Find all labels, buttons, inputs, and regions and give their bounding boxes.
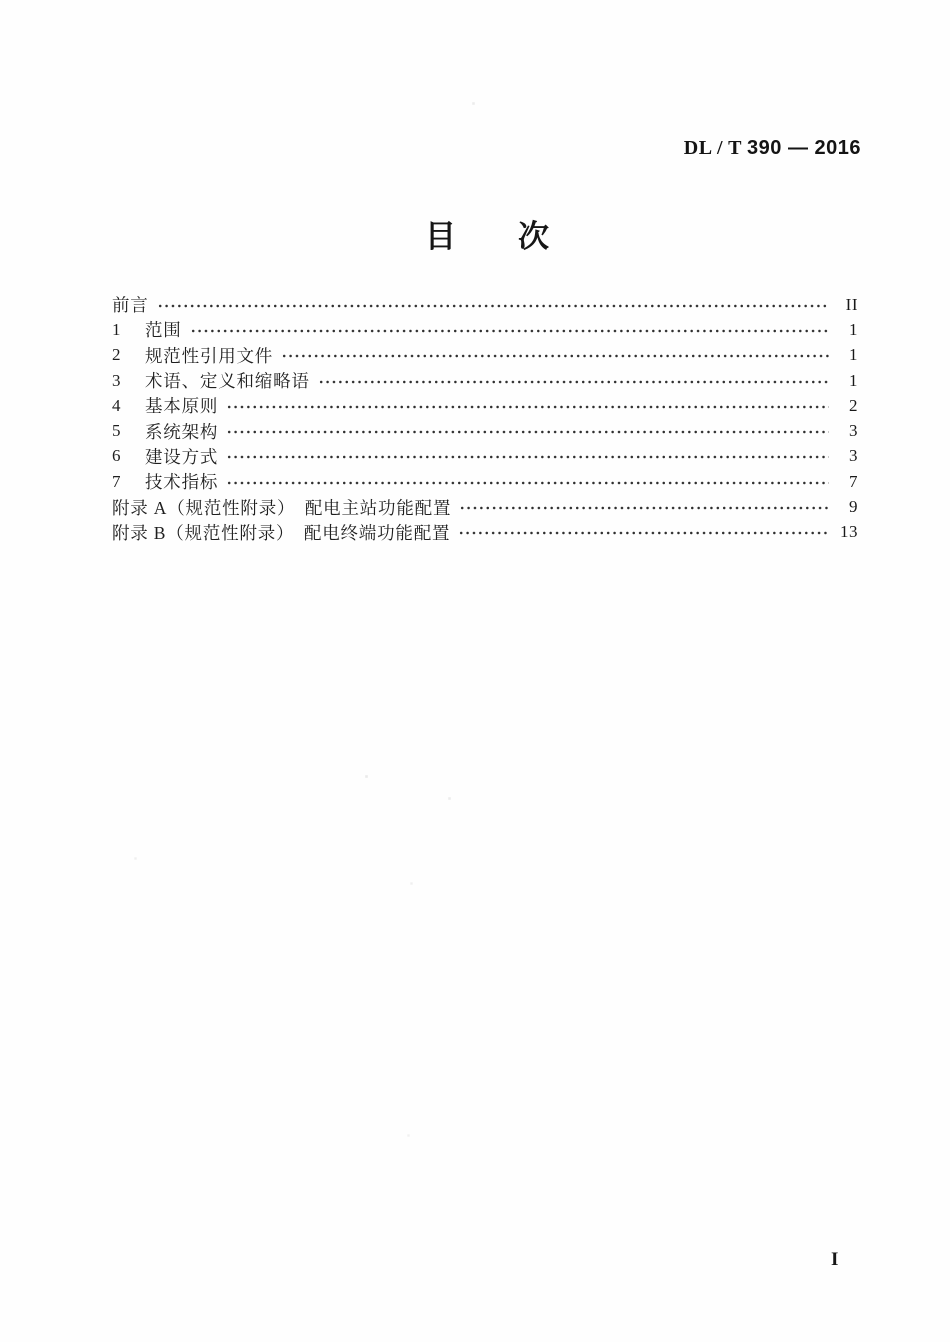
toc-entry-page-number: 1 — [849, 319, 858, 339]
page-title: 目 次 — [425, 219, 549, 254]
toc-row — [112, 444, 858, 469]
toc-entry-page-number: 9 — [849, 497, 858, 517]
dot-leader — [190, 327, 829, 335]
toc-row — [112, 368, 858, 393]
toc-entry-title: 规范性引用文件 — [145, 345, 274, 366]
dot-leader — [458, 529, 829, 537]
toc-entry-page-number: 7 — [849, 471, 858, 491]
toc-entry-title: 附录 A（规范性附录） 配电主站功能配置 — [112, 497, 452, 518]
toc-entry-title: 技术指标 — [145, 472, 219, 493]
toc-entry-page-number: 3 — [849, 421, 858, 441]
toc-row — [112, 418, 858, 443]
toc-entry-number: 5 — [112, 421, 121, 441]
toc-row — [112, 343, 858, 368]
toc-entry-title: 范围 — [145, 320, 182, 341]
toc-entry-number: 6 — [112, 446, 121, 466]
dot-leader — [318, 378, 829, 386]
dot-leader — [281, 352, 829, 360]
toc-entry-title: 前言 — [112, 295, 149, 316]
toc-entry-title: 附录 B（规范性附录） 配电终端功能配置 — [112, 522, 451, 543]
toc-entry-page-number: II — [845, 294, 858, 314]
toc-entry-number: 1 — [112, 319, 121, 339]
toc-entry-title: 建设方式 — [145, 446, 219, 467]
toc-row — [112, 494, 858, 519]
toc-entry-number: 3 — [112, 370, 121, 390]
toc-list — [112, 292, 858, 545]
toc-entry-number: 2 — [112, 345, 121, 365]
toc-entry-page-number: 1 — [849, 370, 858, 390]
toc-row — [112, 469, 858, 494]
toc-entry-page-number: 13 — [840, 522, 858, 542]
dot-leader — [226, 453, 829, 461]
toc-row — [112, 292, 858, 317]
toc-entry-title: 术语、定义和缩略语 — [145, 371, 310, 392]
standard-code-number: 390 — 2016 — [747, 137, 861, 159]
toc-row — [112, 317, 858, 342]
dot-leader — [226, 479, 829, 487]
toc-row — [112, 393, 858, 418]
toc-entry-page-number: 1 — [849, 345, 858, 365]
dot-leader — [459, 504, 829, 512]
toc-entry-page-number: 3 — [849, 446, 858, 466]
standard-code-prefix: DL / T — [683, 137, 743, 159]
scan-noise — [0, 0, 1, 1]
folio-page-number: I — [831, 1249, 839, 1270]
toc-entry-number: 4 — [112, 395, 121, 415]
toc-entry-number: 7 — [112, 471, 121, 491]
toc-entry-page-number: 2 — [849, 395, 858, 415]
dot-leader — [226, 428, 829, 436]
standard-code — [684, 137, 861, 160]
toc-entry-title: 系统架构 — [145, 421, 219, 442]
dot-leader — [226, 403, 829, 411]
toc-row — [112, 520, 858, 545]
toc-entry-title: 基本原则 — [145, 396, 219, 417]
dot-leader — [157, 302, 829, 310]
